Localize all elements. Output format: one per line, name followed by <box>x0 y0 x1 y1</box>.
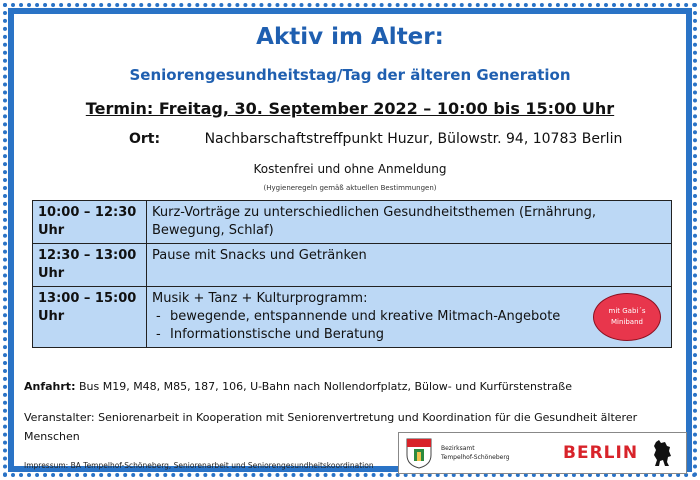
directions <box>24 380 572 393</box>
schedule-text: Musik + Tanz + Kulturprogramm: <box>152 291 368 306</box>
berlin-bear-icon <box>650 438 674 468</box>
directions-label: Anfahrt: <box>24 380 76 393</box>
schedule-time: 10:00 – 12:30 Uhr <box>33 201 147 244</box>
miniband-badge: mit Gabi´s Miniband <box>593 293 661 341</box>
schedule-text: Kurz-Vorträge zu unterschiedlichen Gesundheitsthemen (Ernährung, Bewegung, Schlaf) <box>147 201 672 244</box>
location-value: Nachbarschaftstreffpunkt Huzur, Bülowstr. 94, 10783 Berlin <box>204 131 623 147</box>
table-row <box>33 287 672 348</box>
bezirksamt-text: Bezirksamt Tempelhof-Schöneberg <box>441 445 510 461</box>
page-subtitle: Seniorengesundheitstag/Tag der älteren Generation <box>129 66 571 84</box>
event-date: Termin: Freitag, 30. September 2022 – 10:00 bis 15:00 Uhr <box>85 99 615 118</box>
location <box>129 131 622 147</box>
organizer-note: Veranstalter: Seniorenarbeit in Kooperation mit Seniorenvertretung und Koordination für die Gesundheit älterer Menschen <box>24 411 638 443</box>
directions-text: Bus M19, M48, M85, 187, 106, U-Bahn nach Nollendorfplatz, Bülow- und Kurfürstenstraße <box>78 380 572 393</box>
schedule-table <box>32 200 672 348</box>
location-label: Ort: <box>129 131 161 147</box>
schedule-time: 12:30 – 13:00 Uhr <box>33 244 147 287</box>
cost-note: Kostenfrei und ohne Anmeldung <box>253 162 447 176</box>
district-crest-icon <box>405 437 433 469</box>
imprint: Impressum: BA Tempelhof-Schöneberg, Seniorenarbeit und Seniorengesundheitskoordination <box>24 461 374 470</box>
schedule-text: Pause mit Snacks und Getränken <box>147 244 672 287</box>
berlin-logo-text: BERLIN <box>563 443 639 463</box>
table-row <box>33 244 672 287</box>
schedule-program-cell <box>147 287 672 348</box>
poster-frame <box>8 8 692 472</box>
hygiene-note: (Hygieneregeln gemäß aktuellen Bestimmungen) <box>263 184 437 192</box>
logo-bar <box>398 432 687 474</box>
page-title: Aktiv im Alter: <box>256 24 444 50</box>
list-item: - Informationstische und Beratung <box>152 326 666 344</box>
list-item: - bewegende, entspannende und kreative Mitmach-Angebote <box>152 308 666 326</box>
schedule-time: 13:00 – 15:00 Uhr <box>33 287 147 348</box>
table-row <box>33 201 672 244</box>
